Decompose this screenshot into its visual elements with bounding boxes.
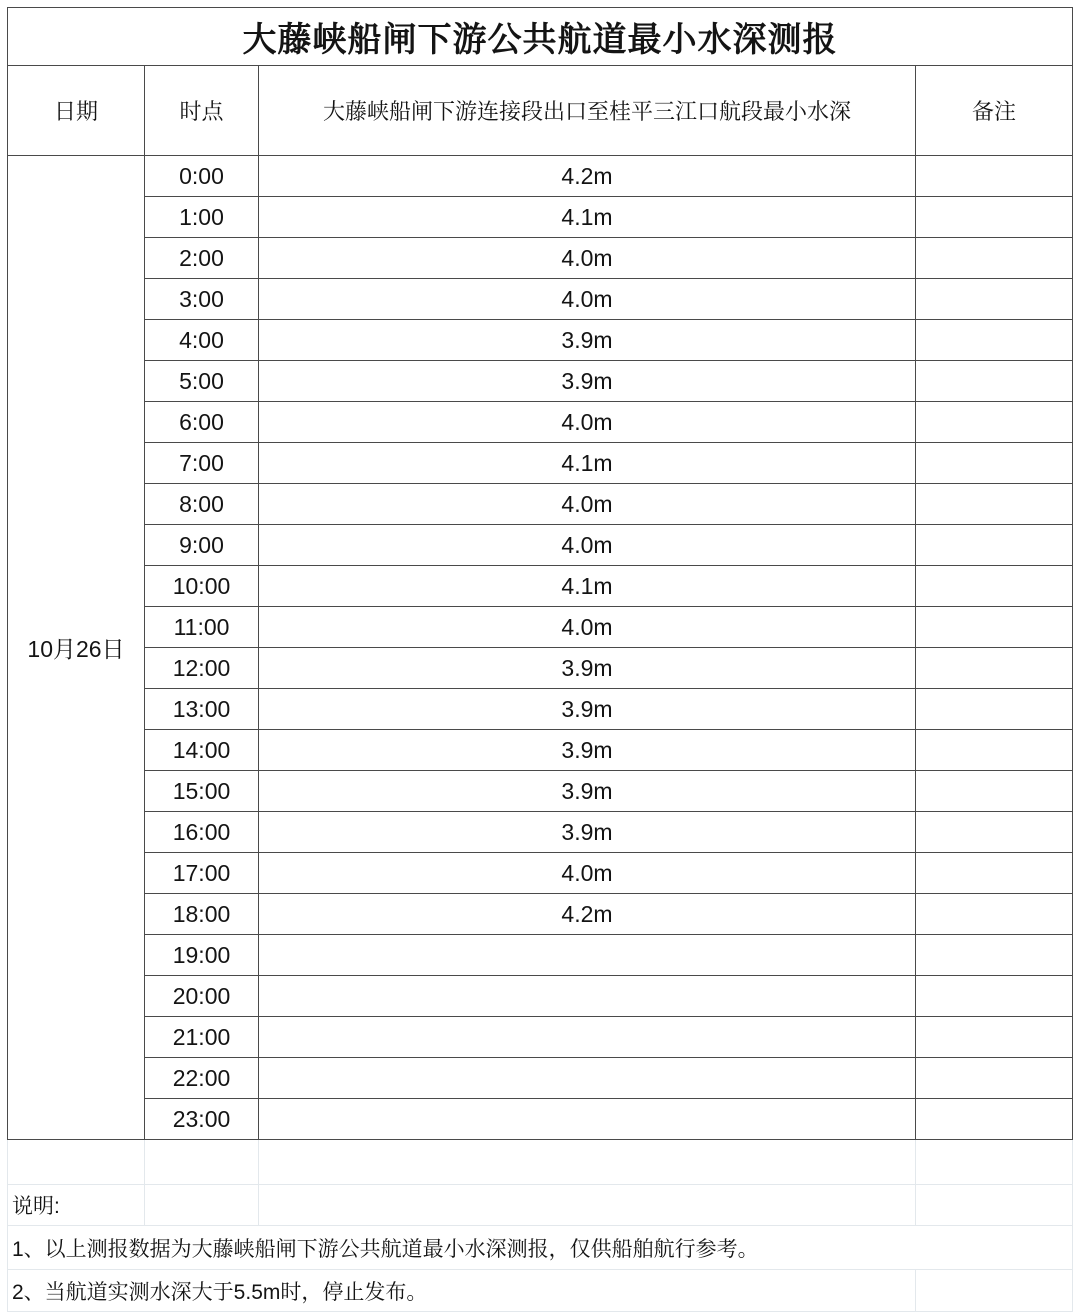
table-row — [8, 525, 1073, 566]
table-row — [8, 197, 1073, 238]
depth-cell: 3.9m — [259, 771, 916, 812]
spacer-row — [8, 1140, 1073, 1185]
time-cell: 1:00 — [145, 197, 259, 238]
time-cell: 10:00 — [145, 566, 259, 607]
time-cell: 19:00 — [145, 935, 259, 976]
note-2-side-cell — [916, 1270, 1073, 1312]
depth-cell: 4.1m — [259, 566, 916, 607]
depth-cell: 3.9m — [259, 730, 916, 771]
time-cell: 22:00 — [145, 1058, 259, 1099]
spacer-cell — [145, 1185, 259, 1226]
depth-cell — [259, 1099, 916, 1140]
time-cell: 20:00 — [145, 976, 259, 1017]
table-row — [8, 894, 1073, 935]
depth-cell — [259, 976, 916, 1017]
depth-cell: 4.0m — [259, 402, 916, 443]
time-cell: 5:00 — [145, 361, 259, 402]
remark-cell — [916, 812, 1073, 853]
remark-cell — [916, 238, 1073, 279]
table-row — [8, 853, 1073, 894]
note-2-text: 2、当航道实测水深大于5.5m时，停止发布。 — [8, 1270, 916, 1312]
depth-cell: 4.2m — [259, 156, 916, 197]
time-cell: 12:00 — [145, 648, 259, 689]
table-row — [8, 238, 1073, 279]
column-header-time: 时点 — [145, 66, 259, 156]
depth-cell: 4.1m — [259, 197, 916, 238]
table-row — [8, 443, 1073, 484]
notes-label-row — [8, 1185, 1073, 1226]
header-row — [8, 66, 1073, 156]
title-row — [8, 8, 1073, 66]
table-row — [8, 1058, 1073, 1099]
table-row — [8, 730, 1073, 771]
time-cell: 21:00 — [145, 1017, 259, 1058]
remark-cell — [916, 566, 1073, 607]
table-row — [8, 156, 1073, 197]
time-cell: 15:00 — [145, 771, 259, 812]
depth-cell: 4.0m — [259, 607, 916, 648]
remark-cell — [916, 156, 1073, 197]
depth-cell — [259, 1058, 916, 1099]
depth-cell — [259, 1017, 916, 1058]
table-row — [8, 648, 1073, 689]
time-cell: 11:00 — [145, 607, 259, 648]
depth-cell: 4.0m — [259, 279, 916, 320]
remark-cell — [916, 443, 1073, 484]
time-cell: 14:00 — [145, 730, 259, 771]
remark-cell — [916, 279, 1073, 320]
remark-cell — [916, 1017, 1073, 1058]
table-row — [8, 320, 1073, 361]
remark-cell — [916, 853, 1073, 894]
spacer-cell — [916, 1185, 1073, 1226]
depth-cell: 3.9m — [259, 320, 916, 361]
remark-cell — [916, 402, 1073, 443]
table-row — [8, 1099, 1073, 1140]
page-title: 大藤峡船闸下游公共航道最小水深测报 — [8, 8, 1073, 66]
column-header-depth: 大藤峡船闸下游连接段出口至桂平三江口航段最小水深 — [259, 66, 916, 156]
spacer-cell — [916, 1140, 1073, 1185]
time-cell: 6:00 — [145, 402, 259, 443]
table-row — [8, 1017, 1073, 1058]
notes-label: 说明: — [8, 1185, 145, 1226]
table-row — [8, 484, 1073, 525]
remark-cell — [916, 1099, 1073, 1140]
depth-cell: 4.0m — [259, 484, 916, 525]
time-cell: 2:00 — [145, 238, 259, 279]
column-header-date: 日期 — [8, 66, 145, 156]
time-cell: 9:00 — [145, 525, 259, 566]
time-cell: 4:00 — [145, 320, 259, 361]
depth-cell: 4.2m — [259, 894, 916, 935]
remark-cell — [916, 894, 1073, 935]
remark-cell — [916, 197, 1073, 238]
depth-cell: 4.0m — [259, 853, 916, 894]
depth-cell: 4.1m — [259, 443, 916, 484]
spacer-cell — [145, 1140, 259, 1185]
table-row — [8, 402, 1073, 443]
depth-cell: 3.9m — [259, 689, 916, 730]
remark-cell — [916, 689, 1073, 730]
table-row — [8, 935, 1073, 976]
table-row — [8, 771, 1073, 812]
spacer-cell — [259, 1140, 916, 1185]
depth-cell: 3.9m — [259, 812, 916, 853]
time-cell: 13:00 — [145, 689, 259, 730]
depth-cell: 3.9m — [259, 361, 916, 402]
depth-cell: 4.0m — [259, 525, 916, 566]
remark-cell — [916, 935, 1073, 976]
spacer-cell — [259, 1185, 916, 1226]
time-cell: 23:00 — [145, 1099, 259, 1140]
table-row — [8, 279, 1073, 320]
table-row — [8, 607, 1073, 648]
remark-cell — [916, 730, 1073, 771]
depth-cell: 4.0m — [259, 238, 916, 279]
table-row — [8, 976, 1073, 1017]
time-cell: 0:00 — [145, 156, 259, 197]
remark-cell — [916, 484, 1073, 525]
remark-cell — [916, 320, 1073, 361]
remark-cell — [916, 1058, 1073, 1099]
remark-cell — [916, 525, 1073, 566]
note-row — [8, 1270, 1073, 1312]
remark-cell — [916, 607, 1073, 648]
time-cell: 8:00 — [145, 484, 259, 525]
time-cell: 17:00 — [145, 853, 259, 894]
table-row — [8, 566, 1073, 607]
table-row — [8, 812, 1073, 853]
time-cell: 18:00 — [145, 894, 259, 935]
note-1-text: 1、以上测报数据为大藤峡船闸下游公共航道最小水深测报，仅供船舶航行参考。 — [8, 1226, 1073, 1270]
table-row — [8, 689, 1073, 730]
remark-cell — [916, 361, 1073, 402]
depth-report-table — [7, 7, 1073, 1312]
time-cell: 7:00 — [145, 443, 259, 484]
depth-cell: 3.9m — [259, 648, 916, 689]
date-cell: 10月26日 — [8, 156, 145, 1140]
note-row — [8, 1226, 1073, 1270]
remark-cell — [916, 648, 1073, 689]
time-cell: 16:00 — [145, 812, 259, 853]
remark-cell — [916, 771, 1073, 812]
column-header-remark: 备注 — [916, 66, 1073, 156]
remark-cell — [916, 976, 1073, 1017]
table-row — [8, 361, 1073, 402]
time-cell: 3:00 — [145, 279, 259, 320]
spacer-cell — [8, 1140, 145, 1185]
depth-cell — [259, 935, 916, 976]
